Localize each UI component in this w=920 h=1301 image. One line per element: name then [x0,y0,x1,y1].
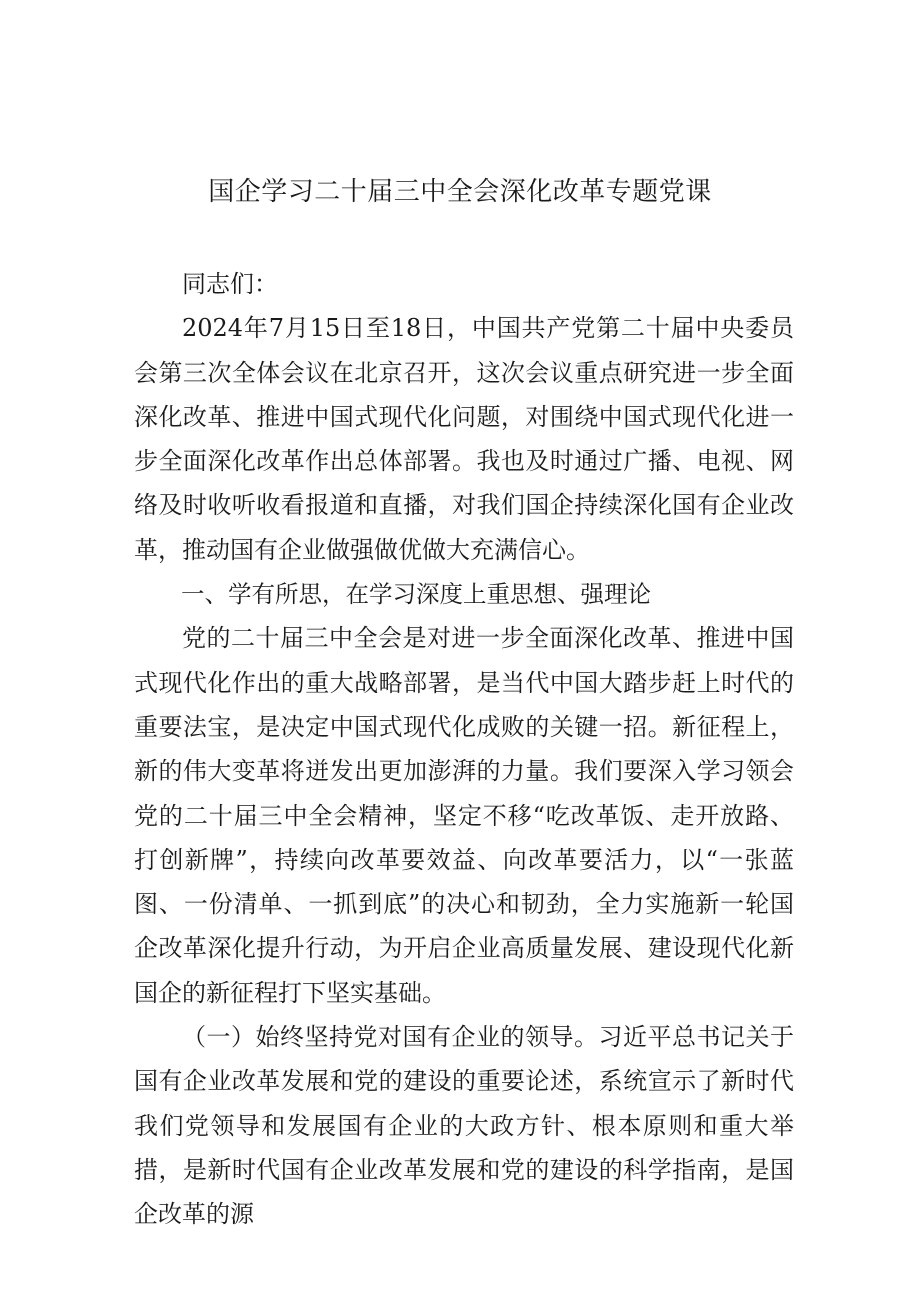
document-title: 国企学习二十届三中全会深化改革专题党课 [208,177,712,207]
intro-paragraph: 2024年7月15日至18日，中国共产党第二十届中央委员会第三次全体会议在北京召开，这次会议重点研究进一步全面深化改革、推进中国式现代化问题，对围绕中国式现代化进一步全面深化改革作出总体部署。我也及时通过广播、电视、网络及时收听收看报道和直播，对我们国企持续深化国有企业改革，推动国有企业做强做优做大充满信心。 [134,314,794,564]
section-paragraph: 党的二十届三中全会是对进一步全面深化改革、推进中国式现代化作出的重大战略部署，是当代中国大踏步赶上时代的重要法宝，是决定中国式现代化成败的关键一招。新征程上，新的伟大变革将迸发出更加澎湃的力量。我们要深入学习领会党的二十届三中全会精神，坚定不移“吃改革饭、走开放路、打创新牌”，持续向改革要效益、向改革要活力，以“一张蓝图、一份清单、一抓到底”的决心和韧劲，全力实施新一轮国企改革深化提升行动，为开启企业高质量发展、建设现代化新国企的新征程打下坚实基础。 [134,624,794,1007]
salutation: 同志们： [182,270,278,298]
document-body [134,262,794,1237]
subsection-paragraph: （一）始终坚持党对国有企业的领导。习近平总书记关于国有企业改革发展和党的建设的重要论述，系统宣示了新时代我们党领导和发展国有企业的大政方针、根本原则和重大举措，是新时代国有企业改革发展和党的建设的科学指南，是国企改革的源 [134,1023,794,1229]
section-heading: 一、学有所思，在学习深度上重思想、强理论 [181,580,651,609]
